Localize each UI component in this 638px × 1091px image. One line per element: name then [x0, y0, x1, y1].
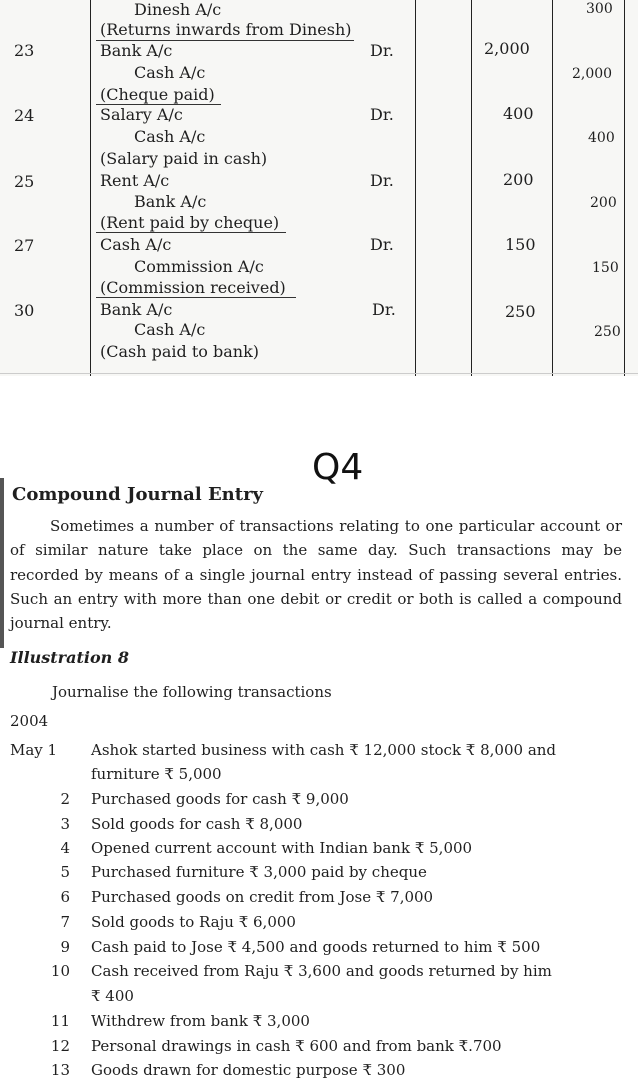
- credit-amount: 250: [594, 324, 621, 340]
- narration: (Rent paid by cheque): [100, 213, 280, 232]
- narration: (Salary paid in cash): [100, 149, 268, 168]
- credit-amount: 2,000: [572, 66, 613, 82]
- illustration-title: Illustration 8: [10, 648, 129, 667]
- debit-account: Salary A/c: [100, 105, 183, 124]
- narration: (Cash paid to bank): [100, 342, 260, 361]
- transaction-day: 7: [60, 913, 70, 931]
- journal-table: [0, 0, 638, 376]
- entry-date: 23: [14, 41, 35, 60]
- transaction-text: Cash received from Raju ₹ 3,600 and goods returned by him: [91, 962, 552, 980]
- transaction-text: furniture ₹ 5,000: [91, 765, 222, 783]
- section-paragraph: [10, 514, 622, 635]
- entry-date: 24: [14, 106, 35, 125]
- debit-account: Rent A/c: [100, 171, 170, 190]
- transaction-text: Goods drawn for domestic purpose ₹ 300: [91, 1061, 406, 1079]
- dr-label: Dr.: [372, 300, 396, 319]
- credit-account: Commission A/c: [134, 257, 264, 276]
- dr-label: Dr.: [370, 235, 394, 254]
- transaction-day: 11: [50, 1012, 70, 1030]
- debit-account: Cash A/c: [100, 235, 172, 254]
- transaction-year: 2004: [10, 712, 49, 730]
- column-divider: [471, 0, 472, 376]
- debit-amount: 200: [503, 170, 534, 189]
- illustration-instruction: Journalise the following transactions: [52, 683, 332, 701]
- credit-account: Bank A/c: [134, 192, 207, 211]
- question-label: Q4: [312, 447, 364, 488]
- credit-account: Cash A/c: [134, 63, 206, 82]
- narration: (Commission received): [100, 278, 286, 297]
- margin-bar: [0, 478, 4, 648]
- transaction-day: 4: [60, 839, 70, 857]
- credit-amount: 400: [588, 130, 615, 146]
- page-edge: [0, 373, 638, 374]
- entry-date: 30: [14, 301, 35, 320]
- debit-account: Bank A/c: [100, 300, 173, 319]
- paragraph-text: Sometimes a number of transactions relating to one particular account or of similar nature take place on the same day. Such transactions may be recorded by means of a single journal entry instead of passing several entries. Such an entry with more than one debit or credit or both is called a compound journal entry.: [10, 517, 622, 633]
- transaction-day: May 1: [10, 741, 58, 759]
- transaction-day: 9: [60, 938, 70, 956]
- column-divider: [90, 0, 91, 376]
- entry-date: 27: [14, 236, 35, 255]
- debit-amount: 400: [503, 104, 534, 123]
- transaction-day: 13: [50, 1061, 70, 1079]
- column-divider: [415, 0, 416, 376]
- column-divider: [552, 0, 553, 376]
- dr-label: Dr.: [370, 171, 394, 190]
- debit-amount: 2,000: [484, 39, 530, 58]
- transaction-text: Personal drawings in cash ₹ 600 and from bank ₹.700: [91, 1037, 502, 1055]
- transaction-text: ₹ 400: [91, 987, 134, 1005]
- column-divider: [624, 0, 625, 376]
- transaction-day: 10: [50, 962, 70, 980]
- entry-separator: [96, 297, 296, 298]
- dr-label: Dr.: [370, 41, 394, 60]
- narration: (Cheque paid): [100, 85, 215, 104]
- credit-account: Cash A/c: [134, 320, 206, 339]
- transaction-text: Cash paid to Jose ₹ 4,500 and goods returned to him ₹ 500: [91, 938, 541, 956]
- transaction-day: 3: [60, 815, 70, 833]
- transaction-text: Purchased goods on credit from Jose ₹ 7,000: [91, 888, 434, 906]
- credit-amount: 150: [592, 260, 619, 276]
- transaction-day: 2: [60, 790, 70, 808]
- credit-account: Cash A/c: [134, 127, 206, 146]
- transaction-text: Opened current account with Indian bank ₹ 5,000: [91, 839, 473, 857]
- entry-date: 25: [14, 172, 35, 191]
- transaction-text: Ashok started business with cash ₹ 12,000 stock ₹ 8,000 and: [91, 741, 557, 759]
- debit-account: Bank A/c: [100, 41, 173, 60]
- section-heading: Compound Journal Entry: [12, 484, 264, 505]
- transaction-text: Purchased goods for cash ₹ 9,000: [91, 790, 349, 808]
- debit-amount: 250: [505, 302, 536, 321]
- transaction-text: Sold goods to Raju ₹ 6,000: [91, 913, 296, 931]
- dr-label: Dr.: [370, 105, 394, 124]
- credit-amount: 200: [590, 195, 617, 211]
- transaction-day: 12: [50, 1037, 70, 1055]
- transaction-day: 5: [60, 863, 70, 881]
- transaction-text: Sold goods for cash ₹ 8,000: [91, 815, 303, 833]
- transaction-text: Withdrew from bank ₹ 3,000: [91, 1012, 310, 1030]
- transaction-text: Purchased furniture ₹ 3,000 paid by cheque: [91, 863, 427, 881]
- credit-amount: 300: [586, 1, 613, 17]
- debit-amount: 150: [505, 235, 536, 254]
- entry-separator: [96, 232, 286, 233]
- narration: (Returns inwards from Dinesh): [100, 20, 352, 39]
- particular-text: Dinesh A/c: [134, 0, 222, 19]
- transaction-day: 6: [60, 888, 70, 906]
